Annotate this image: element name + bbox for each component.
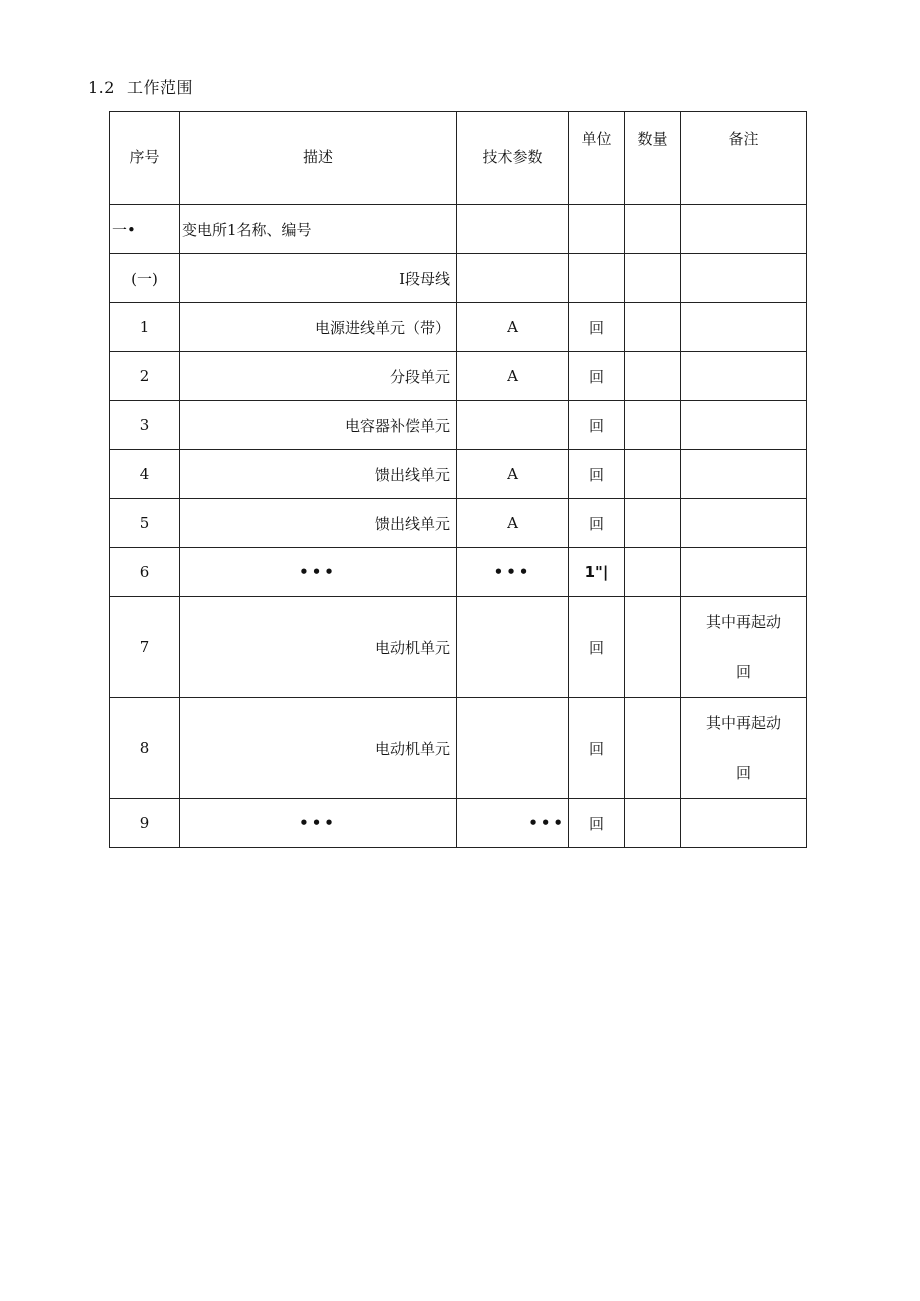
table-row <box>110 698 807 799</box>
header-seq: 序号 <box>110 112 180 205</box>
cell-qty <box>625 597 681 698</box>
table-row <box>110 548 807 597</box>
cell-unit: 回 <box>569 698 625 799</box>
cell-qty <box>625 548 681 597</box>
cell-seq: 3 <box>110 401 180 450</box>
cell-unit: 回 <box>569 303 625 352</box>
cell-note <box>681 254 807 303</box>
cell-qty <box>625 254 681 303</box>
cell-unit: 回 <box>569 799 625 848</box>
cell-tech <box>457 597 569 698</box>
cell-seq: (一) <box>110 254 180 303</box>
cell-unit <box>569 205 625 254</box>
cell-seq: 9 <box>110 799 180 848</box>
cell-note <box>681 205 807 254</box>
cell-note <box>681 401 807 450</box>
note-line-1: 其中再起动 <box>705 714 781 732</box>
cell-desc: 馈出线单元 <box>180 499 457 548</box>
cell-seq: 1 <box>110 303 180 352</box>
cell-desc: 电动机单元 <box>180 698 457 799</box>
cell-tech <box>457 205 569 254</box>
cell-tech <box>457 254 569 303</box>
cell-desc: ••• <box>180 548 457 597</box>
cell-note <box>681 799 807 848</box>
note-line-2: 回 <box>735 764 751 782</box>
cell-unit: 回 <box>569 499 625 548</box>
cell-note <box>681 548 807 597</box>
cell-seq: 8 <box>110 698 180 799</box>
cell-tech: A <box>457 450 569 499</box>
cell-desc: 电容器补偿单元 <box>180 401 457 450</box>
cell-seq: 4 <box>110 450 180 499</box>
cell-qty <box>625 352 681 401</box>
section-number: 1.2 <box>88 78 115 97</box>
section-heading <box>88 75 193 98</box>
cell-unit: 回 <box>569 450 625 499</box>
table-row <box>110 352 807 401</box>
cell-qty <box>625 450 681 499</box>
cell-desc: ••• <box>180 799 457 848</box>
cell-unit: 回 <box>569 401 625 450</box>
note-line-1: 其中再起动 <box>705 613 781 631</box>
cell-tech: A <box>457 303 569 352</box>
note-line-2: 回 <box>735 663 751 681</box>
cell-qty <box>625 303 681 352</box>
table-header-row <box>110 112 807 205</box>
cell-note <box>681 698 807 799</box>
cell-tech <box>457 698 569 799</box>
header-note: 备注 <box>681 112 807 205</box>
cell-unit <box>569 254 625 303</box>
table-row <box>110 597 807 698</box>
header-qty: 数量 <box>625 112 681 205</box>
cell-unit: 回 <box>569 597 625 698</box>
cell-qty <box>625 401 681 450</box>
cell-tech: ••• <box>457 799 569 848</box>
table-row <box>110 303 807 352</box>
scope-table <box>109 111 807 848</box>
section-title: 工作范围 <box>126 78 193 97</box>
cell-qty <box>625 499 681 548</box>
table-row <box>110 450 807 499</box>
table-row <box>110 799 807 848</box>
header-unit: 单位 <box>569 112 625 205</box>
cell-tech: A <box>457 352 569 401</box>
cell-seq: 一• <box>110 205 180 254</box>
cell-seq: 5 <box>110 499 180 548</box>
cell-note <box>681 450 807 499</box>
cell-desc: 馈出线单元 <box>180 450 457 499</box>
cell-desc: 变电所1名称、编号 <box>180 205 457 254</box>
cell-seq: 6 <box>110 548 180 597</box>
cell-desc: 电动机单元 <box>180 597 457 698</box>
cell-qty <box>625 799 681 848</box>
cell-tech: A <box>457 499 569 548</box>
cell-desc: I段母线 <box>180 254 457 303</box>
cell-seq: 7 <box>110 597 180 698</box>
cell-unit: 1"| <box>569 548 625 597</box>
cell-qty <box>625 205 681 254</box>
cell-tech: ••• <box>457 548 569 597</box>
cell-note <box>681 597 807 698</box>
table-row <box>110 499 807 548</box>
table-row <box>110 401 807 450</box>
table-row <box>110 205 807 254</box>
cell-desc: 电源进线单元（带） <box>180 303 457 352</box>
header-desc: 描述 <box>180 112 457 205</box>
cell-note <box>681 352 807 401</box>
cell-note <box>681 303 807 352</box>
cell-unit: 回 <box>569 352 625 401</box>
cell-tech <box>457 401 569 450</box>
cell-desc: 分段单元 <box>180 352 457 401</box>
table-row <box>110 254 807 303</box>
cell-seq: 2 <box>110 352 180 401</box>
cell-note <box>681 499 807 548</box>
cell-qty <box>625 698 681 799</box>
header-tech: 技术参数 <box>457 112 569 205</box>
